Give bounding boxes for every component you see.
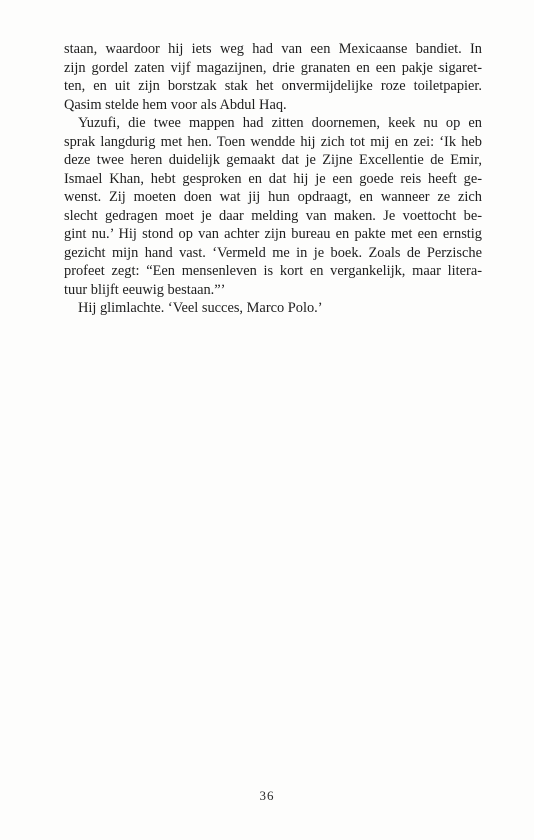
text-line: gint nu.’ Hij stond op van achter zijn bureau en pakte met een ernstig <box>64 226 482 242</box>
text-line: zijn gordel zaten vijf magazijnen, drie granaten en een pakje sigaret- <box>64 59 482 76</box>
text-line: Qasim stelde hem voor als Abdul Haq. <box>64 96 287 113</box>
text-line: wenst. Zij moeten doen wat jij hun opdraagt, en wanneer ze zich <box>64 189 482 205</box>
body-text <box>64 40 482 318</box>
page-number: 36 <box>259 788 275 803</box>
paragraph-2 <box>64 114 482 299</box>
paragraph-3 <box>64 299 482 318</box>
text-line: gezicht mijn hand vast. ‘Vermeld me in je boek. Zoals de Perzische <box>64 244 482 261</box>
paragraph-1 <box>64 40 482 114</box>
text-line: Ismael Khan, hebt gesproken en dat hij je een goede reis heeft ge- <box>64 170 482 187</box>
text-line: profeet zegt: “Een mensenleven is kort en vergankelijk, maar litera- <box>64 263 482 279</box>
text-line: Hij glimlachte. ‘Veel succes, Marco Polo.’ <box>78 300 323 316</box>
text-line: staan, waardoor hij iets weg had van een Mexicaanse bandiet. In <box>64 41 482 57</box>
text-line: Yuzufi, die twee mappen had zitten doornemen, keek nu op en <box>78 115 482 131</box>
text-line: tuur blijft eeuwig bestaan.”’ <box>64 281 226 298</box>
text-line: sprak langdurig met hen. Toen wendde hij zich tot mij en zei: ‘Ik heb <box>64 133 482 150</box>
text-line: slecht gedragen moet je daar melding van maken. Je voettocht be- <box>64 207 482 224</box>
text-line: deze twee heren duidelijk gemaakt dat je Zijne Excellentie de Emir, <box>64 152 482 168</box>
text-line: ten, en uit zijn borstzak stak het onvermijdelijke roze toiletpapier. <box>64 78 482 94</box>
